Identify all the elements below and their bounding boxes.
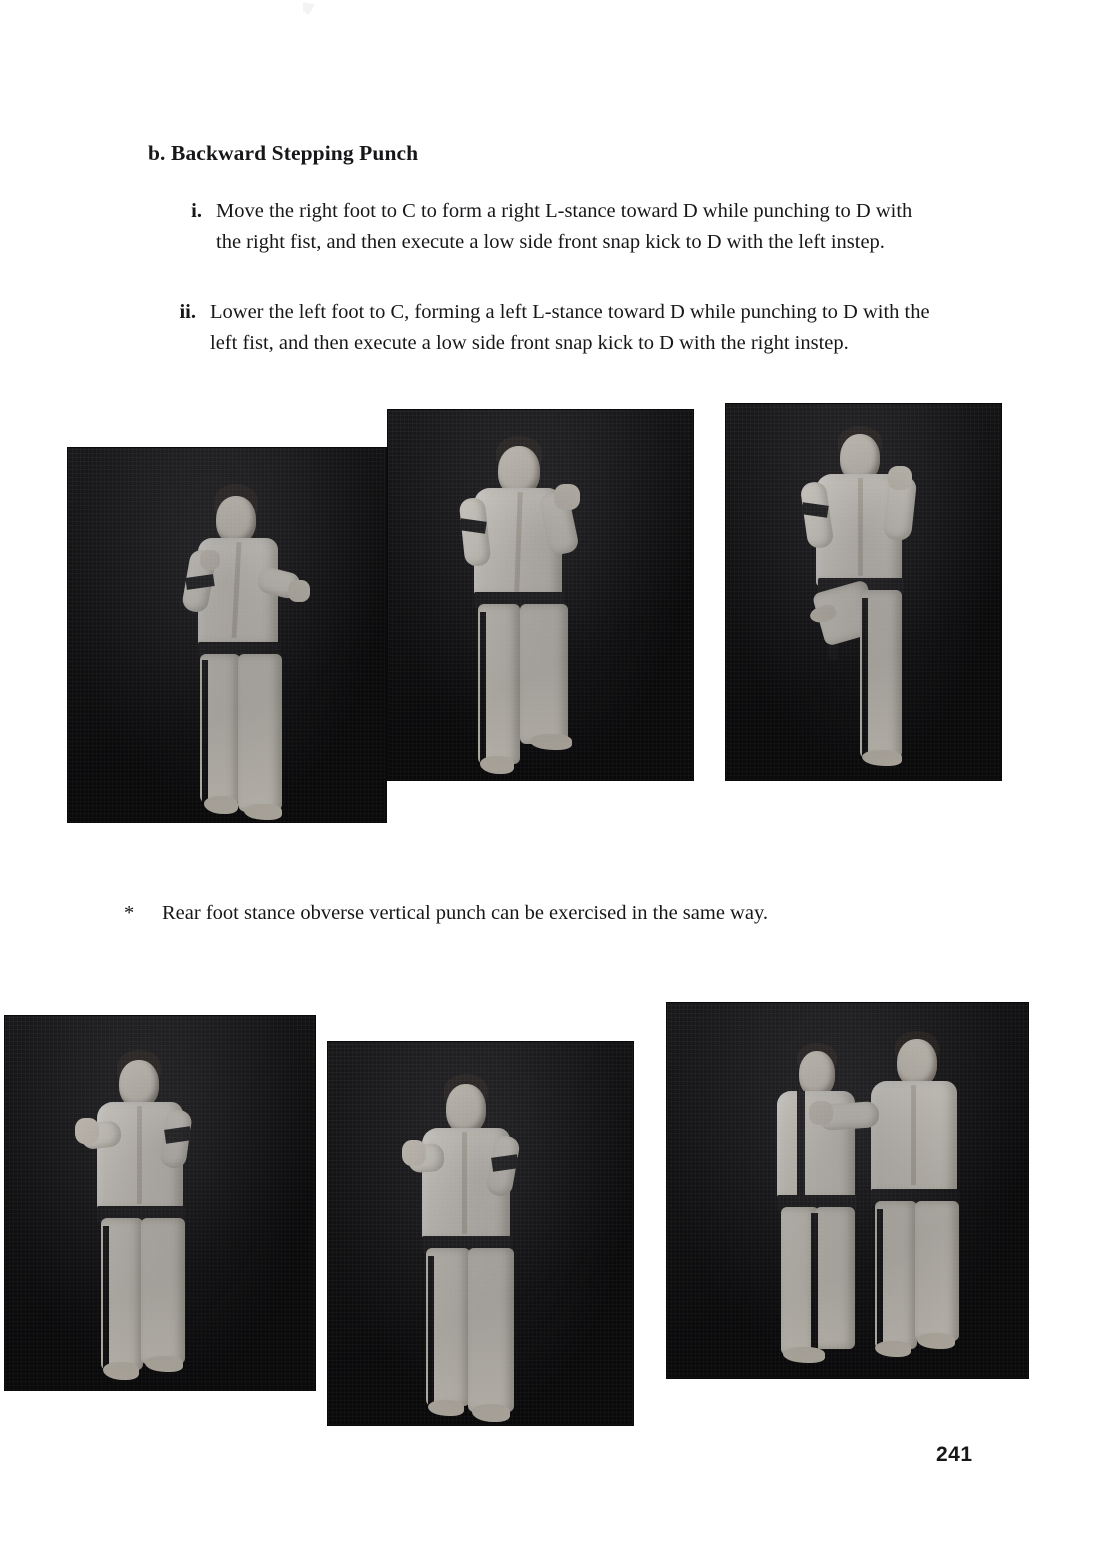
photo-row2-1: [5, 1016, 315, 1390]
footnote-asterisk-icon: *: [124, 902, 135, 924]
footnote-text: Rear foot stance obverse vertical punch can be exercised in the same way.: [162, 902, 769, 924]
photo-row2-2: [328, 1042, 633, 1425]
photo-row1-2: [388, 410, 693, 780]
photo-row1-3: [726, 404, 1001, 780]
page-number: 241: [936, 1443, 973, 1466]
photo-row2-3: [667, 1003, 1028, 1378]
step-marker-i: i.: [191, 200, 202, 222]
footnote: [124, 898, 924, 929]
step-marker-ii: ii.: [179, 301, 196, 323]
scan-artifact-mark: [303, 2, 315, 15]
step-item-i: [172, 196, 932, 258]
section-heading: b. Backward Stepping Punch: [148, 141, 419, 165]
photo-row1-1: [68, 448, 386, 822]
step-text-ii: Lower the left foot to C, forming a left L-stance toward D while punching to D with the left fist, and then execute a low side front snap kick to D with the right instep.: [210, 301, 930, 354]
step-item-ii: [166, 297, 936, 359]
step-text-i: Move the right foot to C to form a right L-stance toward D while punching to D with the right fist, and then execute a low side front snap kick to D with the left instep.: [216, 200, 913, 253]
